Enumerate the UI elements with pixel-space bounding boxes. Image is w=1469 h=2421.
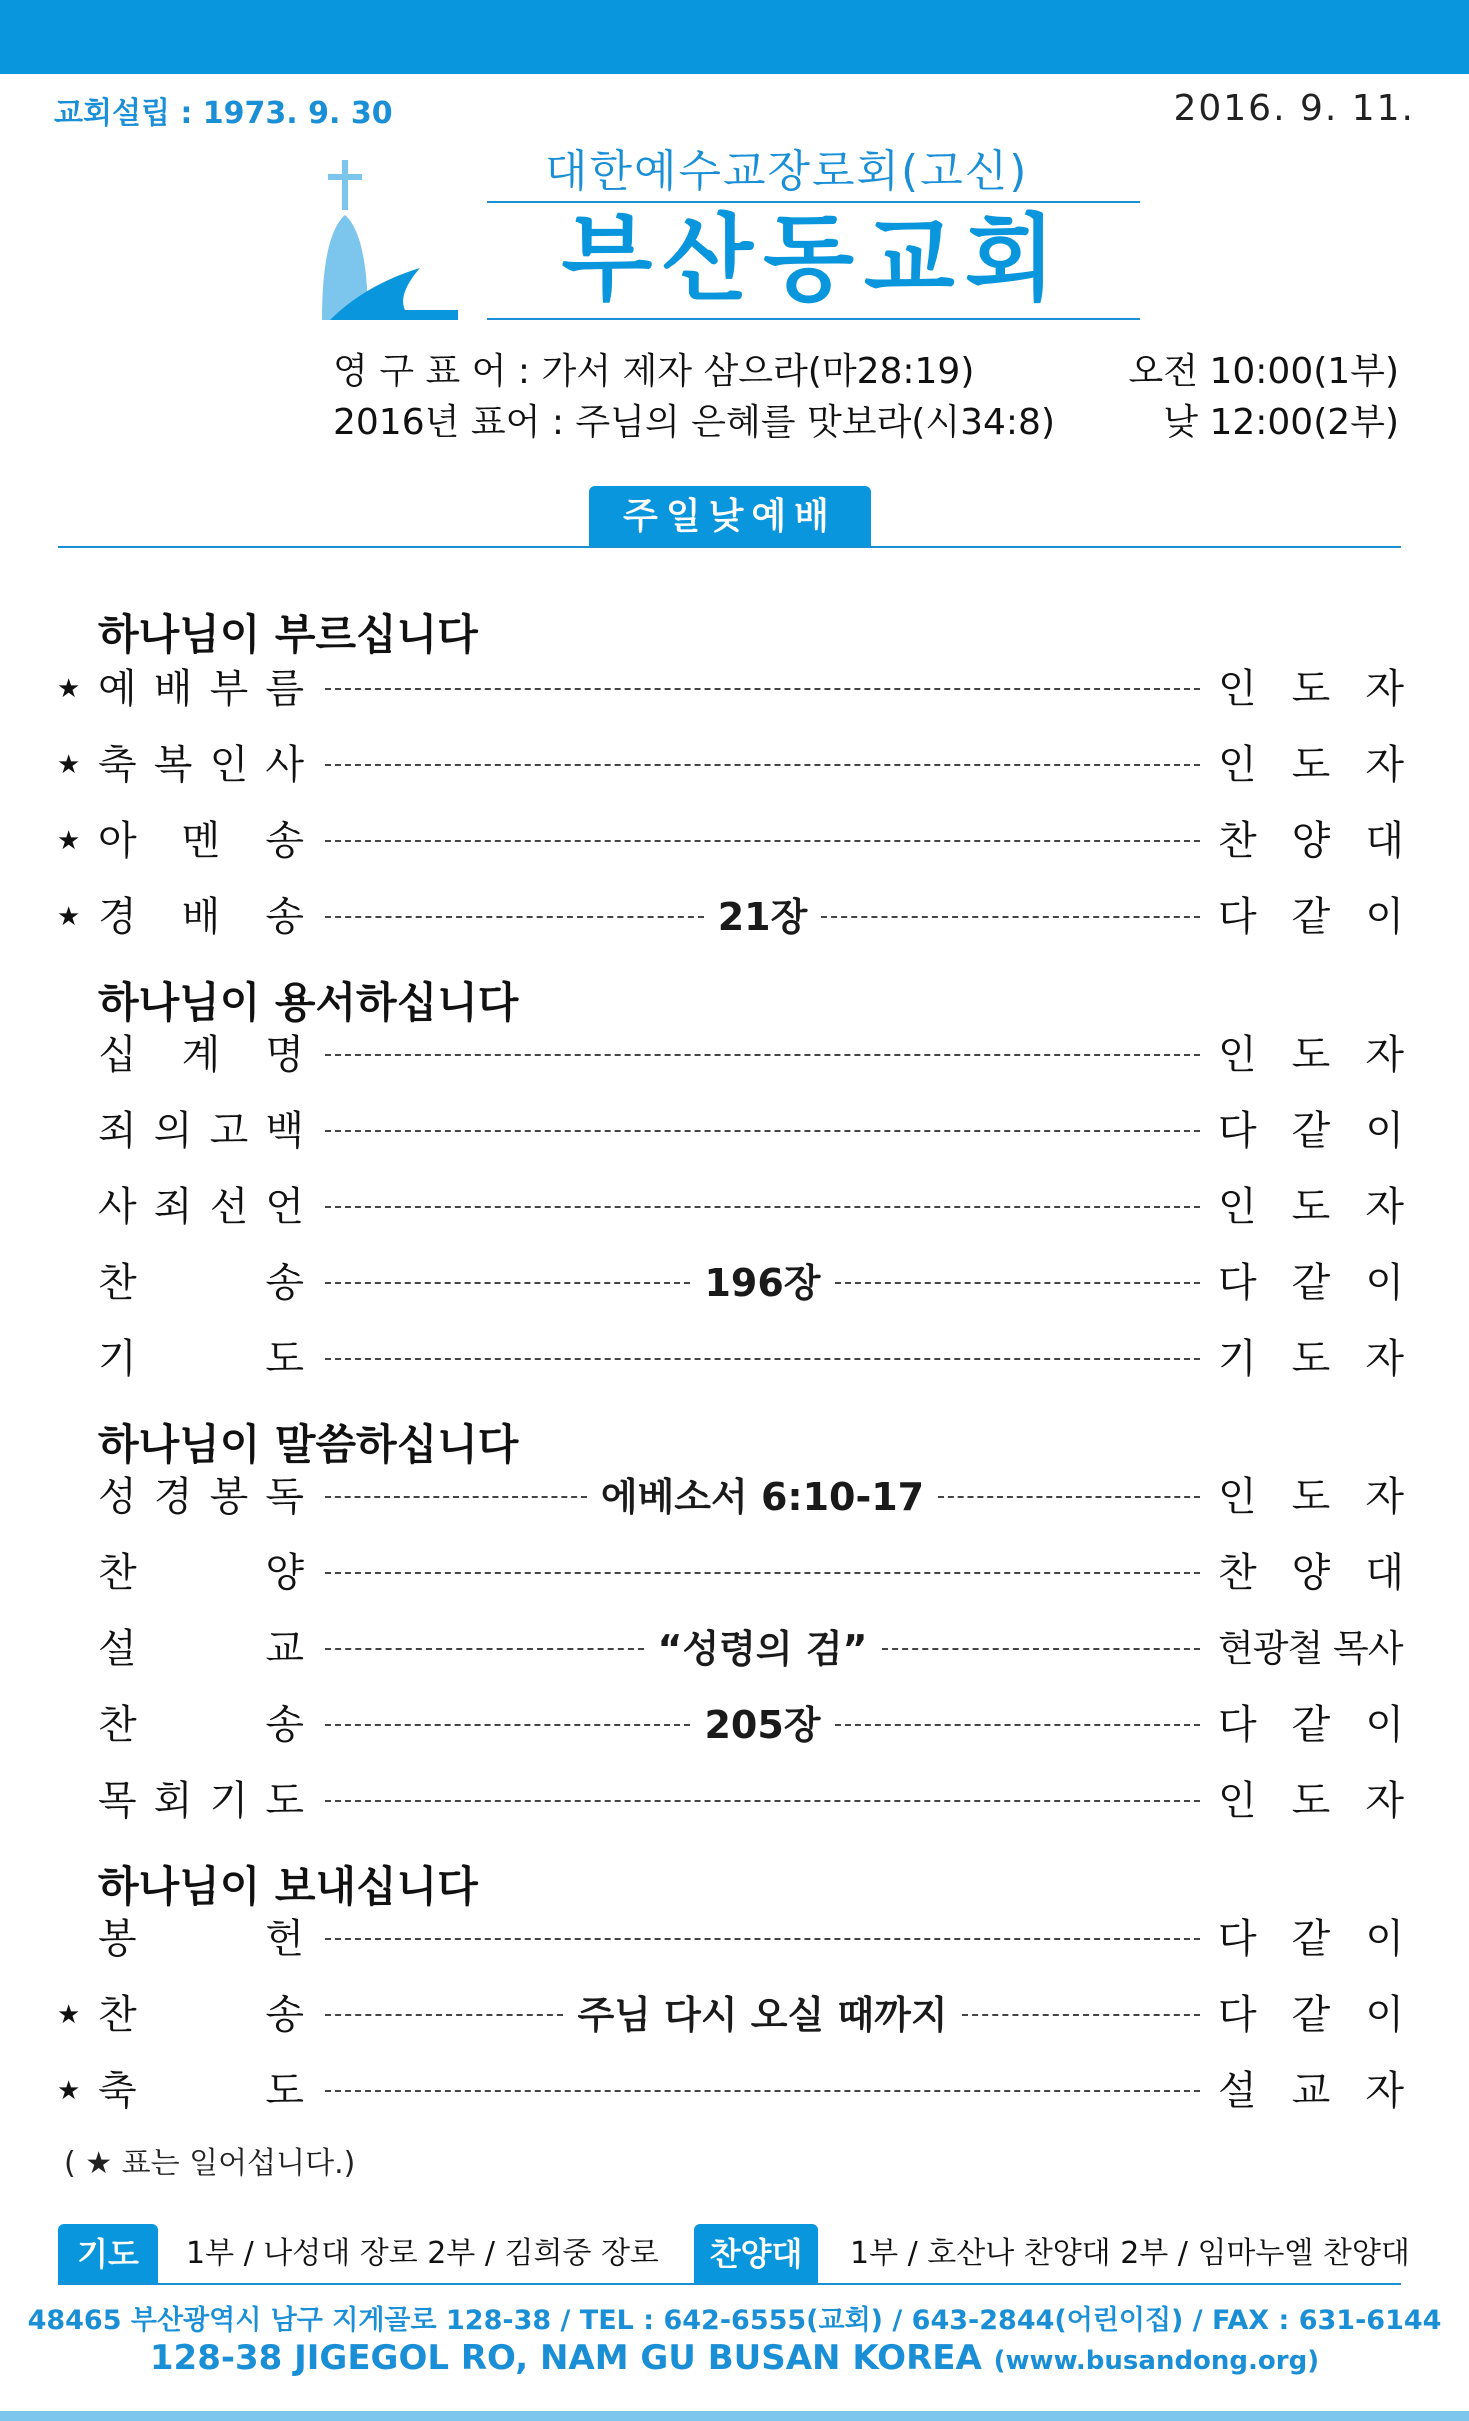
footer-rule [58, 2283, 1401, 2285]
top-bar [0, 0, 1469, 74]
year-motto: 2016년 표어 : 주님의 은혜를 맛보라(시34:8) [333, 402, 1055, 443]
section-heading: 하나님이 용서하십니다 [98, 978, 519, 1027]
worship-item: 축 도 [98, 2068, 304, 2114]
denomination: 대한예수교장로회(고신) [545, 146, 1029, 197]
worship-leader: 찬 양 대 [1218, 818, 1404, 864]
choir-badge: 찬양대 [694, 2224, 818, 2284]
leader-line [325, 738, 1200, 792]
worship-item: 축 복 인 사 [98, 742, 304, 788]
worship-leader: 인 도 자 [1218, 742, 1404, 788]
service-time-2: 낮 12:00(2부) [1163, 402, 1399, 443]
leader-line [325, 1104, 1200, 1158]
worship-item: 아 멘 송 [98, 818, 304, 864]
choir-text: 1부 / 호산나 찬양대 2부 / 임마누엘 찬양대 [850, 2236, 1410, 2271]
worship-row [0, 1912, 1469, 1966]
worship-leader: 다 같 이 [1218, 894, 1404, 940]
section-rule [58, 546, 1401, 548]
worship-detail: 에베소서 6:10-17 [600, 1475, 925, 1519]
worship-item: 찬 송 [98, 1992, 304, 2038]
worship-leader: 다 같 이 [1218, 1992, 1404, 2038]
worship-row [0, 2064, 1469, 2118]
stand-star-icon: ★ [57, 902, 81, 932]
leader-line [325, 1774, 1200, 1828]
worship-leader: 인 도 자 [1218, 666, 1404, 712]
standing-note: ( ★ 표는 일어섭니다.) [64, 2146, 356, 2181]
worship-item: 예 배 부 름 [98, 666, 304, 712]
worship-detail: “성령의 검” [657, 1627, 868, 1671]
worship-item: 목 회 기 도 [98, 1778, 304, 1824]
founding-date: 교회설립 : 1973. 9. 30 [54, 96, 393, 131]
leader-line [325, 1256, 1200, 1310]
address-korean: 48465 부산광역시 남구 지게골로 128-38 / TEL : 642-6555(교회) / 643-2844(어린이집) / FAX : 631-6144 [27, 2305, 1442, 2336]
worship-leader: 인 도 자 [1218, 1032, 1404, 1078]
worship-row [0, 1180, 1469, 1234]
leader-line [325, 1698, 1200, 1752]
church-logo-icon [310, 160, 460, 325]
leader-line [325, 1912, 1200, 1966]
worship-leader: 다 같 이 [1218, 1702, 1404, 1748]
worship-leader: 현광철 목사 [1218, 1627, 1403, 1670]
worship-row [0, 662, 1469, 716]
worship-detail: 주님 다시 오실 때까지 [577, 1993, 948, 2037]
prayer-badge: 기도 [58, 2224, 158, 2284]
leader-line [325, 2064, 1200, 2118]
worship-leader: 설 교 자 [1218, 2068, 1404, 2114]
worship-row [0, 1988, 1469, 2042]
worship-row [0, 1104, 1469, 1158]
worship-row [0, 814, 1469, 868]
worship-leader: 인 도 자 [1218, 1474, 1404, 1520]
leader-line [325, 814, 1200, 868]
worship-row [0, 1698, 1469, 1752]
stand-star-icon: ★ [57, 2000, 81, 2030]
leader-line [325, 1180, 1200, 1234]
worship-row [0, 890, 1469, 944]
worship-leader: 인 도 자 [1218, 1184, 1404, 1230]
worship-row [0, 738, 1469, 792]
section-heading: 하나님이 부르십니다 [98, 610, 478, 659]
worship-row [0, 1256, 1469, 1310]
stand-star-icon: ★ [57, 750, 81, 780]
website-link[interactable]: (www.busandong.org) [993, 2346, 1320, 2376]
worship-item: 찬 송 [98, 1702, 304, 1748]
leader-line [325, 1546, 1200, 1600]
worship-item: 설 교 [98, 1626, 304, 1672]
worship-item: 사 죄 선 언 [98, 1184, 304, 1230]
worship-item: 찬 양 [98, 1550, 304, 1596]
worship-item: 봉 헌 [98, 1916, 304, 1962]
worship-leader: 다 같 이 [1218, 1108, 1404, 1154]
title-rule-bottom [487, 318, 1140, 320]
leader-line [325, 1470, 1200, 1524]
section-heading: 하나님이 말씀하십니다 [98, 1420, 519, 1469]
worship-row [0, 1470, 1469, 1524]
worship-item: 경 배 송 [98, 894, 304, 940]
leader-line [325, 890, 1200, 944]
worship-item: 죄 의 고 백 [98, 1108, 304, 1154]
worship-item: 성 경 봉 독 [98, 1474, 304, 1520]
worship-row [0, 1028, 1469, 1082]
worship-row [0, 1546, 1469, 1600]
prayer-text: 1부 / 나성대 장로 2부 / 김희중 장로 [186, 2236, 659, 2271]
worship-detail: 205장 [704, 1703, 821, 1747]
worship-row [0, 1622, 1469, 1676]
bottom-bar [0, 2411, 1469, 2421]
leader-line [325, 662, 1200, 716]
worship-row [0, 1774, 1469, 1828]
worship-row [0, 1332, 1469, 1386]
stand-star-icon: ★ [57, 674, 81, 704]
leader-line [325, 1622, 1200, 1676]
service-time-1: 오전 10:00(1부) [1128, 351, 1399, 392]
address-english [0, 2338, 1469, 2378]
leader-line [325, 1988, 1200, 2042]
stand-star-icon: ★ [57, 826, 81, 856]
permanent-motto: 영 구 표 어 : 가서 제자 삼으라(마28:19) [333, 351, 975, 392]
worship-item: 십 계 명 [98, 1032, 304, 1078]
worship-detail: 21장 [717, 895, 808, 939]
title-rule-top [487, 201, 1140, 203]
worship-leader: 다 같 이 [1218, 1916, 1404, 1962]
leader-line [325, 1028, 1200, 1082]
bulletin-date: 2016. 9. 11. [1173, 88, 1415, 129]
worship-leader: 찬 양 대 [1218, 1550, 1404, 1596]
worship-leader: 기 도 자 [1218, 1336, 1404, 1382]
address-english-text: 128-38 JIGEGOL RO, NAM GU BUSAN KOREA [149, 2338, 982, 2378]
section-title: 주일낮예배 [589, 486, 871, 547]
stand-star-icon: ★ [57, 2076, 81, 2106]
worship-item: 기 도 [98, 1336, 304, 1382]
worship-leader: 다 같 이 [1218, 1260, 1404, 1306]
leader-line [325, 1332, 1200, 1386]
church-name: 부산동교회 [561, 205, 1066, 314]
worship-leader: 인 도 자 [1218, 1778, 1404, 1824]
worship-detail: 196장 [704, 1261, 821, 1305]
section-heading: 하나님이 보내십니다 [98, 1862, 478, 1911]
worship-item: 찬 송 [98, 1260, 304, 1306]
